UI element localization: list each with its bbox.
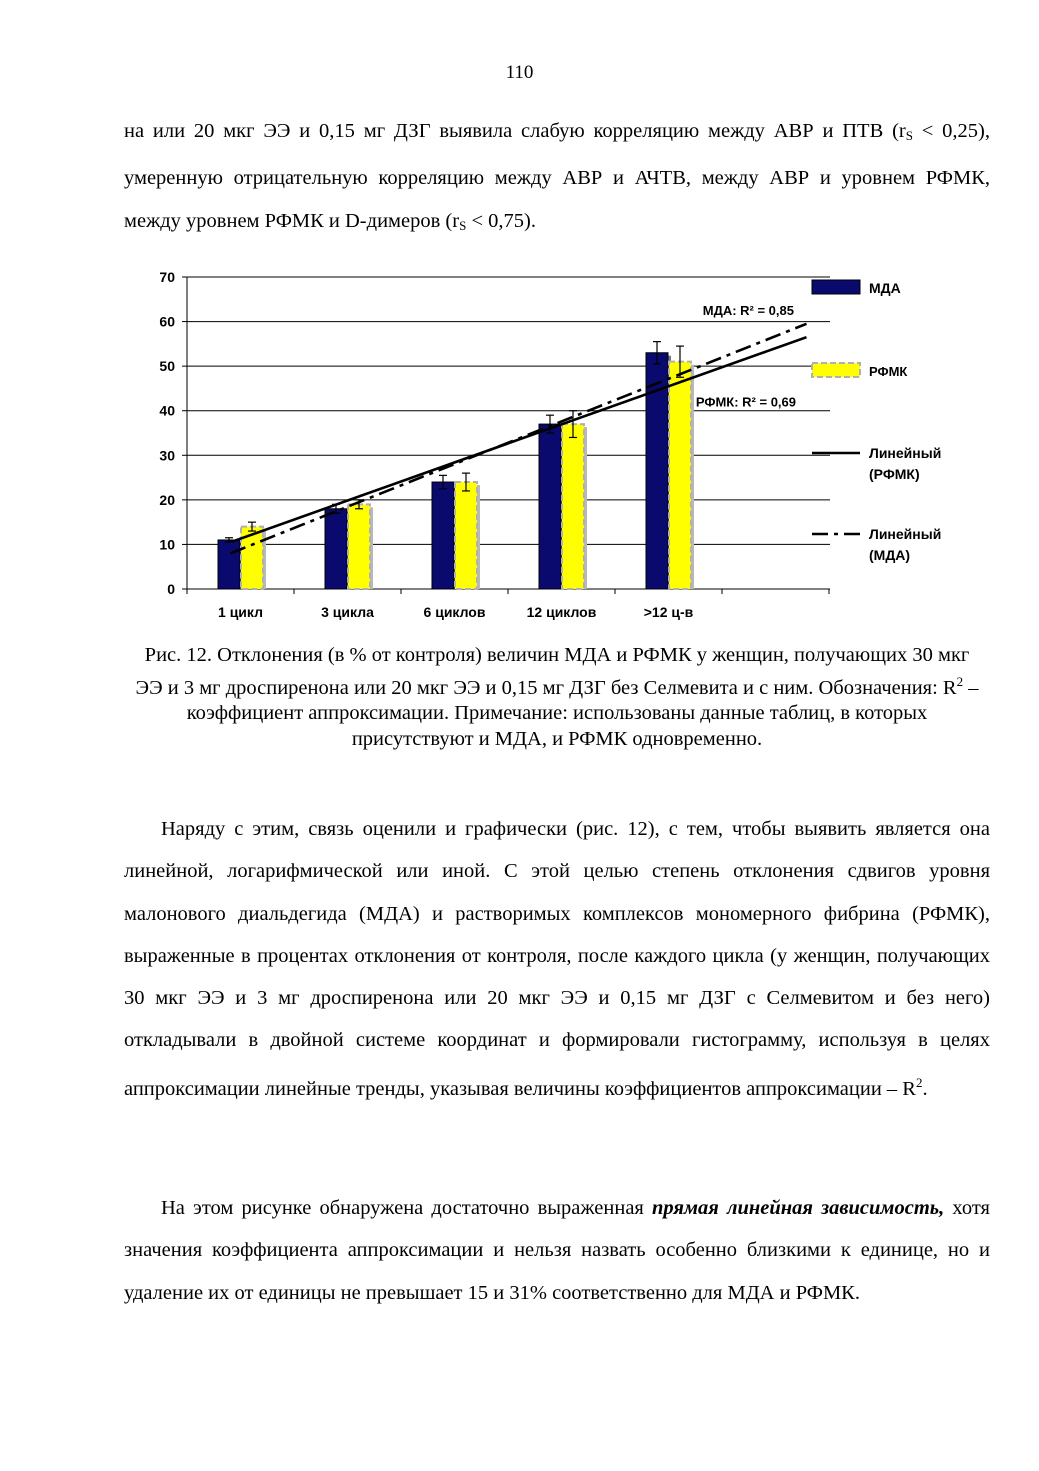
y-tick-label: 50: [159, 358, 175, 375]
legend-label-linear-rfmk-2: (РФМК): [869, 466, 920, 482]
bar-mda: [539, 424, 561, 589]
para3-emphasis: прямая линейная зависимость,: [652, 1197, 945, 1219]
bar-rfmk: [455, 482, 477, 589]
trendline-rfmk: [231, 337, 807, 542]
para2-text-b: .: [922, 1077, 928, 1100]
bar-mda: [432, 482, 454, 589]
y-tick-label: 0: [167, 581, 175, 597]
r2-label-mda: МДА: R² = 0,85: [702, 302, 794, 318]
chart: [140, 260, 960, 630]
x-tick-label: 3 цикла: [321, 604, 374, 620]
caption-text-b: – коэффициент аппроксимации. Примечание: использованы данные таблиц, в которых присутствуют и МДА, и РФМК одновременно.: [186, 676, 979, 751]
legend-label-mda: МДА: [869, 280, 901, 296]
legend-label-linear-mda-2: (МДА): [869, 547, 911, 563]
para3-text-a: На этом рисунке обнаружена достаточно выраженная: [161, 1197, 653, 1219]
r2-label-rfmk: РФМК: R² = 0,69: [695, 394, 796, 410]
para3-text-b: хотя значения коэффициента аппроксимации и нельзя назвать особенно близкими к единице, но и удаление их от единицы не превышает 15 и 31% соответственно для МДА и РФМК.: [124, 1197, 990, 1304]
y-tick-label: 10: [159, 536, 175, 553]
y-tick-label: 40: [159, 402, 175, 419]
legend-swatch-rfmk: [812, 363, 860, 377]
para2-sup: 2: [915, 1074, 923, 1090]
bar-rfmk: [562, 424, 584, 589]
x-tick-label: 1 цикл: [218, 604, 263, 620]
paragraph-3: [124, 1187, 990, 1314]
y-tick-label: 30: [159, 447, 175, 464]
legend-label-linear-mda: Линейный: [869, 526, 942, 542]
para1-sub-2: S: [459, 217, 467, 233]
para1-text-a: на или 20 мкг ЭЭ и 0,15 мг ДЗГ выявила слабую корреляцию между АВР и ПТВ (r: [124, 120, 906, 142]
paragraph-1: [124, 110, 990, 247]
x-tick-label: 12 циклов: [526, 604, 597, 620]
bar-rfmk: [669, 362, 691, 589]
bar-mda: [325, 509, 347, 589]
y-tick-label: 20: [159, 491, 175, 508]
legend-label-rfmk: РФМК: [869, 364, 908, 379]
para1-text-b: < 0,25), умеренную отрицательную корреляцию между АВР и АЧТВ, между АВР и уровнем РФМК, между уровнем РФМК и D-димеров (r: [124, 120, 990, 232]
para2-text-a: Наряду с этим, связь оценили и графически (рис. 12), с тем, чтобы выявить является она линейной, логарифмической или иной. С этой целью степень отклонения сдвигов уровня малонового диальдегида (МДА) и растворимых комплексов мономерного фибрина (РФМК), выраженные в процентах отклонения от контроля, после каждого цикла (у женщин, получающих 30 мкг ЭЭ и 3 мг дроспиренона или 20 мкг ЭЭ и 0,15 мг ДЗГ с Селмевитом и без него) откладывали в двойной системе координат и формировали гистограмму, используя в целях аппроксимации линейные тренды, указывая величины коэффициентов аппроксимации – R: [124, 818, 990, 1100]
x-tick-label: >12 ц-в: [643, 604, 694, 620]
bar-mda: [218, 540, 240, 589]
bar-rfmk: [348, 504, 370, 589]
trendline-mda: [231, 324, 807, 554]
y-tick-label: 70: [159, 269, 175, 285]
y-tick-label: 60: [159, 313, 175, 330]
x-tick-label: 6 циклов: [423, 604, 486, 620]
caption-sup: 2: [956, 673, 964, 689]
legend-swatch-mda: [812, 280, 860, 294]
para1-text-c: < 0,75).: [466, 209, 536, 232]
page-number: 110: [505, 62, 534, 83]
para1-sub-1: S: [905, 128, 913, 143]
figure-caption: [134, 643, 980, 753]
caption-text-a: Рис. 12. Отклонения (в % от контроля) величин МДА и РФМК у женщин, получающих 30 мкг ЭЭ и 3 мг дроспиренона или 20 мкг ЭЭ и 0,15 мг ДЗГ без Селмевита и с ним. Обозначения: R: [135, 644, 970, 699]
legend-label-linear-rfmk: Линейный: [869, 445, 942, 461]
paragraph-2: [124, 808, 990, 1110]
